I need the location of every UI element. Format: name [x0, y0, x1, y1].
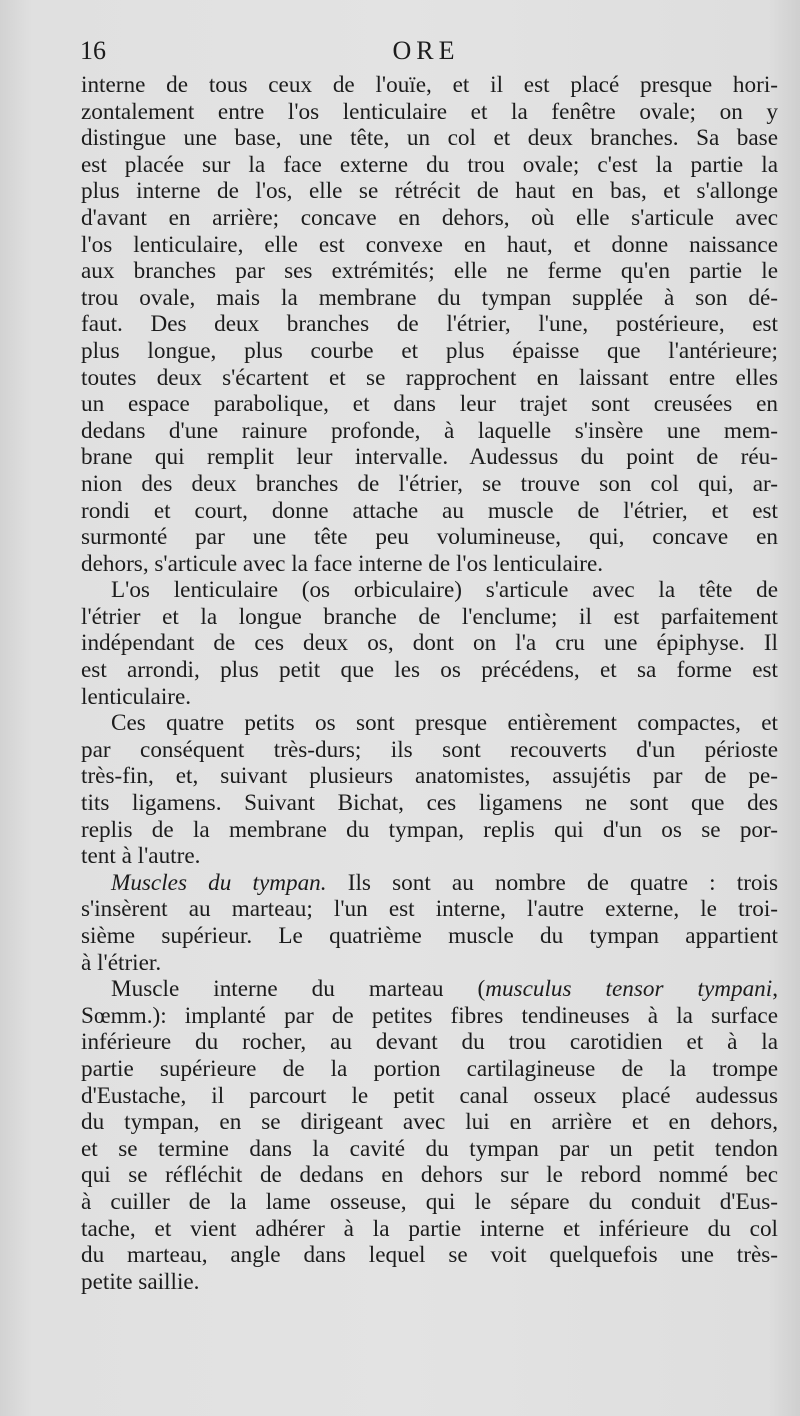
text-line: partie supérieure de la portion cartilagineuse de la trompe: [81, 1055, 778, 1082]
text-line: s'insèrent au marteau; l'un est interne, l'autre externe, le troi-: [81, 896, 778, 923]
text-line: du tympan, en se dirigeant avec lui en arrière et en dehors,: [81, 1109, 778, 1136]
text-line: sième supérieur. Le quatrième muscle du tympan appartient: [81, 923, 778, 949]
body-text: [81, 72, 778, 1295]
text-line: distingue une base, une tête, un col et deux branches. Sa base: [81, 125, 778, 152]
text-line: du marteau, angle dans lequel se voit quelquefois une très-: [81, 1242, 778, 1269]
text-span: Ils sont au nombre de quatre : trois: [326, 869, 778, 896]
text-line: indépendant de ces deux os, dont on l'a cru une épiphyse. Il: [81, 630, 778, 657]
text-line: d'Eustache, il parcourt le petit canal osseux placé audessus: [81, 1082, 778, 1109]
page-header: [80, 34, 772, 74]
text-line: aux branches par ses extrémités; elle ne ferme qu'en partie le: [81, 258, 778, 285]
text-line: est arrondi, plus petit que les os précédens, et sa forme est: [81, 657, 778, 684]
text-line: [81, 870, 778, 897]
text-line: un espace parabolique, et dans leur trajet sont creusées en: [81, 391, 778, 418]
italic-span: Muscles du tympan.: [111, 869, 327, 896]
running-head: ORE: [392, 36, 460, 65]
text-line: dehors, s'articule avec la face interne de l'os lenticulaire.: [81, 550, 604, 577]
text-line: faut. Des deux branches de l'étrier, l'une, postérieure, est: [81, 311, 778, 338]
text-line: replis de la membrane du tympan, replis qui d'un os se por-: [81, 816, 778, 843]
text-line: très-fin, et, suivant plusieurs anatomistes, assujétis par de pe-: [81, 763, 778, 790]
text-line: Ces quatre petits os sont presque entièrement compactes, et: [111, 710, 778, 737]
text-line: plus interne de l'os, elle se rétrécit de haut en bas, et s'allonge: [81, 178, 778, 205]
text-line: trou ovale, mais la membrane du tympan supplée à son dé-: [81, 284, 778, 311]
text-line: par conséquent très-durs; ils sont recouverts d'un périoste: [81, 736, 778, 763]
text-line: surmonté par une tête peu volumineuse, qui, concave en: [81, 524, 778, 551]
text-line: toutes deux s'écartent et se rapprochent en laissant entre elles: [81, 364, 778, 391]
text-line: à cuiller de la lame osseuse, qui le sépare du conduit d'Eus-: [81, 1188, 778, 1215]
text-line: rondi et court, donne attache au muscle de l'étrier, et est: [81, 497, 778, 524]
page-number: 16: [80, 36, 106, 65]
text-span: Muscle interne du marteau (: [111, 976, 486, 1003]
text-line: et se termine dans la cavité du tympan par un petit tendon: [81, 1135, 778, 1162]
text-line: dedans d'une rainure profonde, à laquelle s'insère une mem-: [81, 417, 778, 444]
text-line: L'os lenticulaire (os orbiculaire) s'articule avec la tête de: [111, 577, 778, 604]
text-line: Sœmm.): implanté par de petites fibres tendineuses à la surface: [81, 1002, 778, 1029]
text-line: l'étrier et la longue branche de l'enclume; il est parfaitement: [81, 603, 778, 630]
italic-span: musculus tensor tympani: [485, 976, 773, 1003]
text-line: d'avant en arrière; concave en dehors, où elle s'articule avec: [81, 204, 778, 231]
text-line: interne de tous ceux de l'ouïe, et il est placé presque hori-: [81, 72, 778, 98]
text-line: nion des deux branches de l'étrier, se trouve son col qui, ar-: [81, 470, 778, 497]
text-line: zontalement entre l'os lenticulaire et la fenêtre ovale; on y: [81, 98, 778, 125]
text-line: lenticulaire.: [81, 683, 192, 710]
text-line: brane qui remplit leur intervalle. Audessus du point de réu-: [81, 444, 778, 471]
text-line: [81, 976, 778, 1003]
text-line: petite saillie.: [81, 1268, 200, 1295]
text-line: tache, et vient adhérer à la partie interne et inférieure du col: [81, 1215, 778, 1242]
text-line: inférieure du rocher, au devant du trou carotidien et à la: [81, 1029, 778, 1056]
text-span: ,: [772, 976, 778, 1003]
text-line: l'os lenticulaire, elle est convexe en haut, et donne naissance: [81, 231, 778, 258]
text-line: plus longue, plus courbe et plus épaisse que l'antérieure;: [81, 337, 778, 364]
text-line: tits ligamens. Suivant Bichat, ces ligamens ne sont que des: [81, 790, 778, 817]
text-line: tent à l'autre.: [81, 843, 201, 870]
text-line: qui se réfléchit de dedans en dehors sur le rebord nommé bec: [81, 1162, 778, 1189]
text-line: à l'étrier.: [81, 949, 162, 976]
text-line: est placée sur la face externe du trou ovale; c'est la partie la: [81, 151, 778, 178]
